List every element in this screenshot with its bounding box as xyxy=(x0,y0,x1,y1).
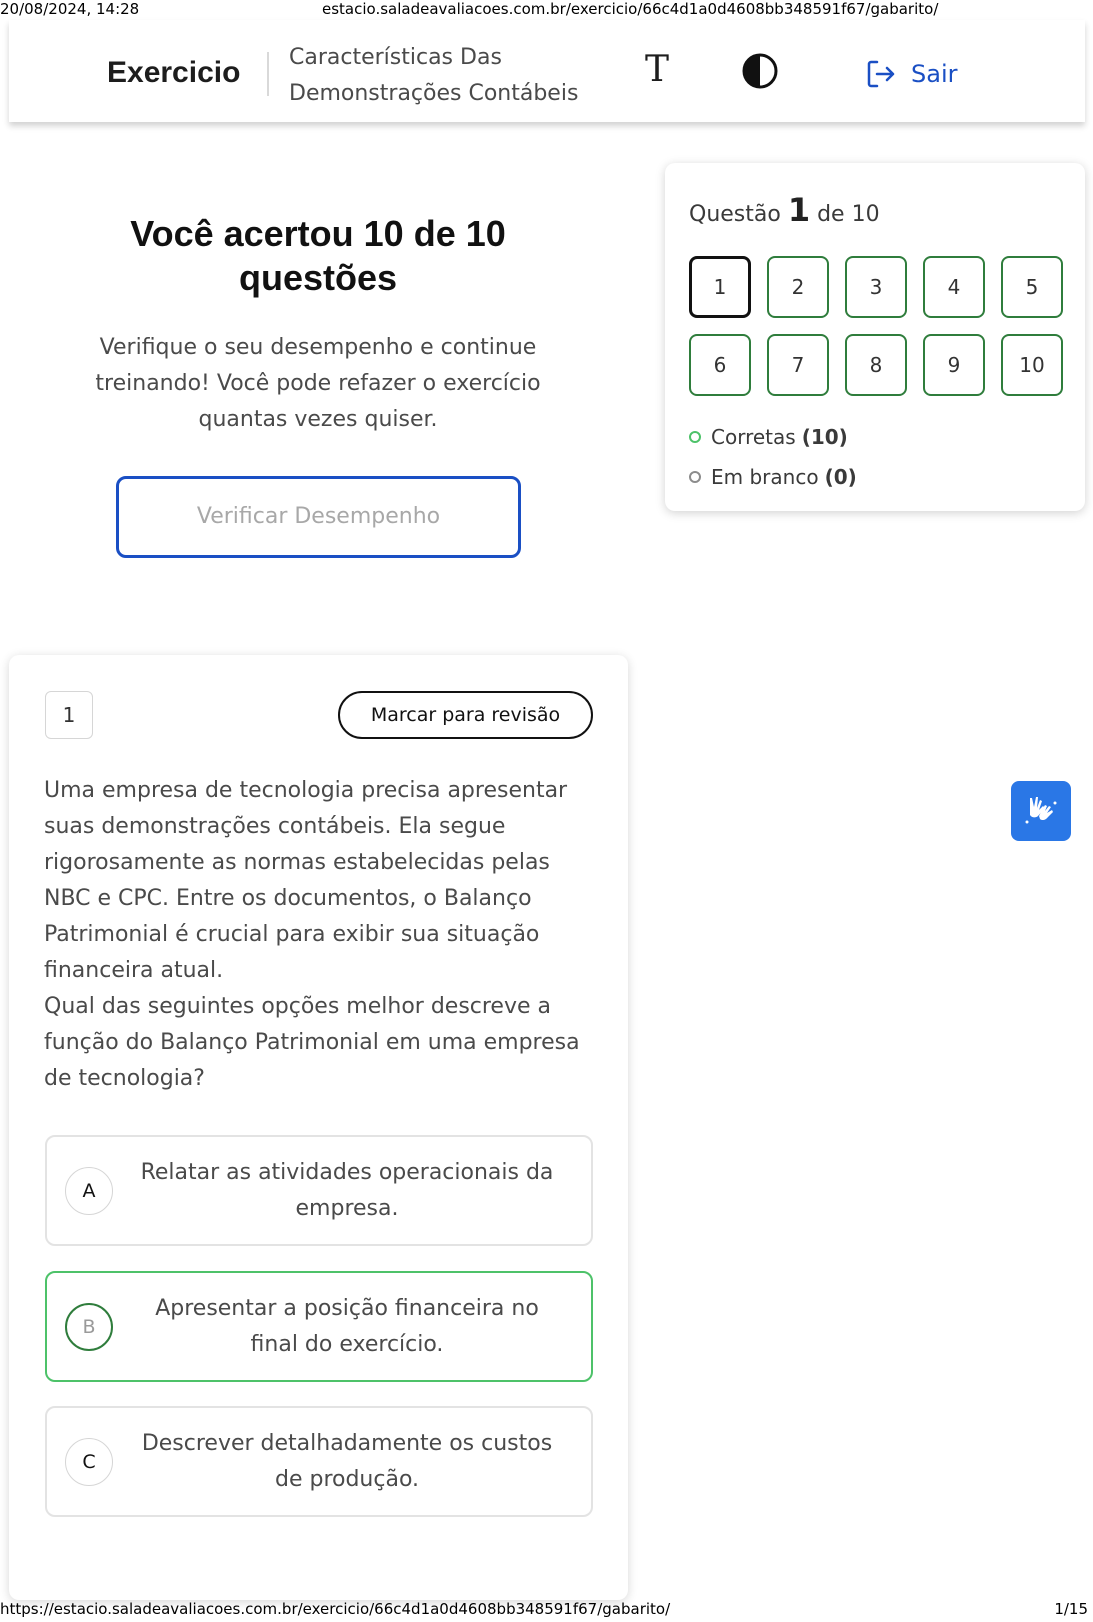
verify-performance-button[interactable]: Verificar Desempenho xyxy=(116,476,521,558)
sign-language-button[interactable] xyxy=(1011,781,1071,841)
subject-line-1: Características Das xyxy=(289,45,502,70)
question-button-3[interactable]: 3 xyxy=(845,256,907,318)
option-b-text: Apresentar a posição financeira no final do exercício. xyxy=(155,1296,539,1357)
result-summary xyxy=(70,212,566,438)
print-footer xyxy=(0,1600,1093,1622)
question-grid xyxy=(689,256,1065,396)
option-b-letter: B xyxy=(65,1303,113,1351)
print-page-number: 1/15 xyxy=(1054,1600,1088,1618)
option-c-text: Descrever detalhadamente os custos de produção. xyxy=(141,1431,553,1492)
print-header xyxy=(0,0,1093,20)
question-button-7[interactable]: 7 xyxy=(767,334,829,396)
question-button-1[interactable]: 1 xyxy=(689,256,751,318)
top-navbar xyxy=(9,20,1085,122)
option-a-letter: A xyxy=(65,1167,113,1215)
option-b[interactable] xyxy=(45,1271,593,1382)
option-a-text: Relatar as atividades operacionais da empresa. xyxy=(140,1160,554,1221)
legend-correct-label: Corretas xyxy=(711,425,796,449)
question-paragraph-1: Uma empresa de tecnologia precisa apresentar suas demonstrações contábeis. Ela segue rigorosamente as normas estabelecidas pelas NBC e CPC. Entre os documentos, o Balanço Patrimonial é crucial para exibir sua situação financeira atual. xyxy=(44,778,568,983)
legend-correct xyxy=(689,417,857,457)
sign-language-hands-icon xyxy=(1022,792,1060,830)
question-button-10[interactable]: 10 xyxy=(1001,334,1063,396)
question-counter xyxy=(689,191,880,229)
question-navigator xyxy=(665,163,1085,511)
question-button-4[interactable]: 4 xyxy=(923,256,985,318)
question-button-9[interactable]: 9 xyxy=(923,334,985,396)
header-divider xyxy=(267,52,269,96)
legend-blank-label: Em branco xyxy=(711,465,819,489)
mark-for-review-button[interactable]: Marcar para revisão xyxy=(338,691,593,739)
print-url: estacio.saladeavaliacoes.com.br/exercicio/66c4d1a0d4608bb348591f67/gabarito/ xyxy=(322,0,939,18)
brand-title: Exercicio xyxy=(107,56,241,89)
question-number: 1 xyxy=(45,691,93,739)
option-c-letter: C xyxy=(65,1438,113,1486)
exercise-subject xyxy=(289,40,609,112)
question-counter-suffix: de 10 xyxy=(817,202,880,227)
print-footer-url: https://estacio.saladeavaliacoes.com.br/exercicio/66c4d1a0d4608bb348591f67/gabarito/ xyxy=(0,1600,671,1618)
legend-blank xyxy=(689,457,857,497)
legend-blank-count: (0) xyxy=(824,465,857,489)
result-title: Você acertou 10 de 10 questões xyxy=(130,213,506,298)
legend-correct-count: (10) xyxy=(801,425,848,449)
correct-dot-icon xyxy=(689,431,701,443)
question-button-5[interactable]: 5 xyxy=(1001,256,1063,318)
print-datetime: 20/08/2024, 14:28 xyxy=(0,0,140,18)
question-paragraph-2: Qual das seguintes opções melhor descreve a função do Balanço Patrimonial em uma empresa de tecnologia? xyxy=(44,994,580,1091)
question-button-8[interactable]: 8 xyxy=(845,334,907,396)
result-message: Verifique o seu desempenho e continue treinando! Você pode refazer o exercício quantas vezes quiser. xyxy=(95,335,541,432)
logout-label: Sair xyxy=(911,60,958,88)
contrast-icon xyxy=(741,52,779,90)
question-counter-current: 1 xyxy=(787,191,811,229)
blank-dot-icon xyxy=(689,471,701,483)
option-c[interactable] xyxy=(45,1406,593,1517)
font-size-button[interactable] xyxy=(637,50,677,90)
status-legend xyxy=(689,417,857,497)
question-button-6[interactable]: 6 xyxy=(689,334,751,396)
logout-icon xyxy=(865,58,897,90)
logout-button[interactable] xyxy=(865,54,957,94)
font-size-icon: T xyxy=(644,49,669,90)
question-card xyxy=(9,655,628,1600)
question-statement xyxy=(44,773,594,1097)
question-counter-prefix: Questão xyxy=(689,202,781,227)
contrast-toggle-button[interactable] xyxy=(741,52,779,90)
question-button-2[interactable]: 2 xyxy=(767,256,829,318)
subject-line-2: Demonstrações Contábeis xyxy=(289,81,579,106)
option-a[interactable] xyxy=(45,1135,593,1246)
